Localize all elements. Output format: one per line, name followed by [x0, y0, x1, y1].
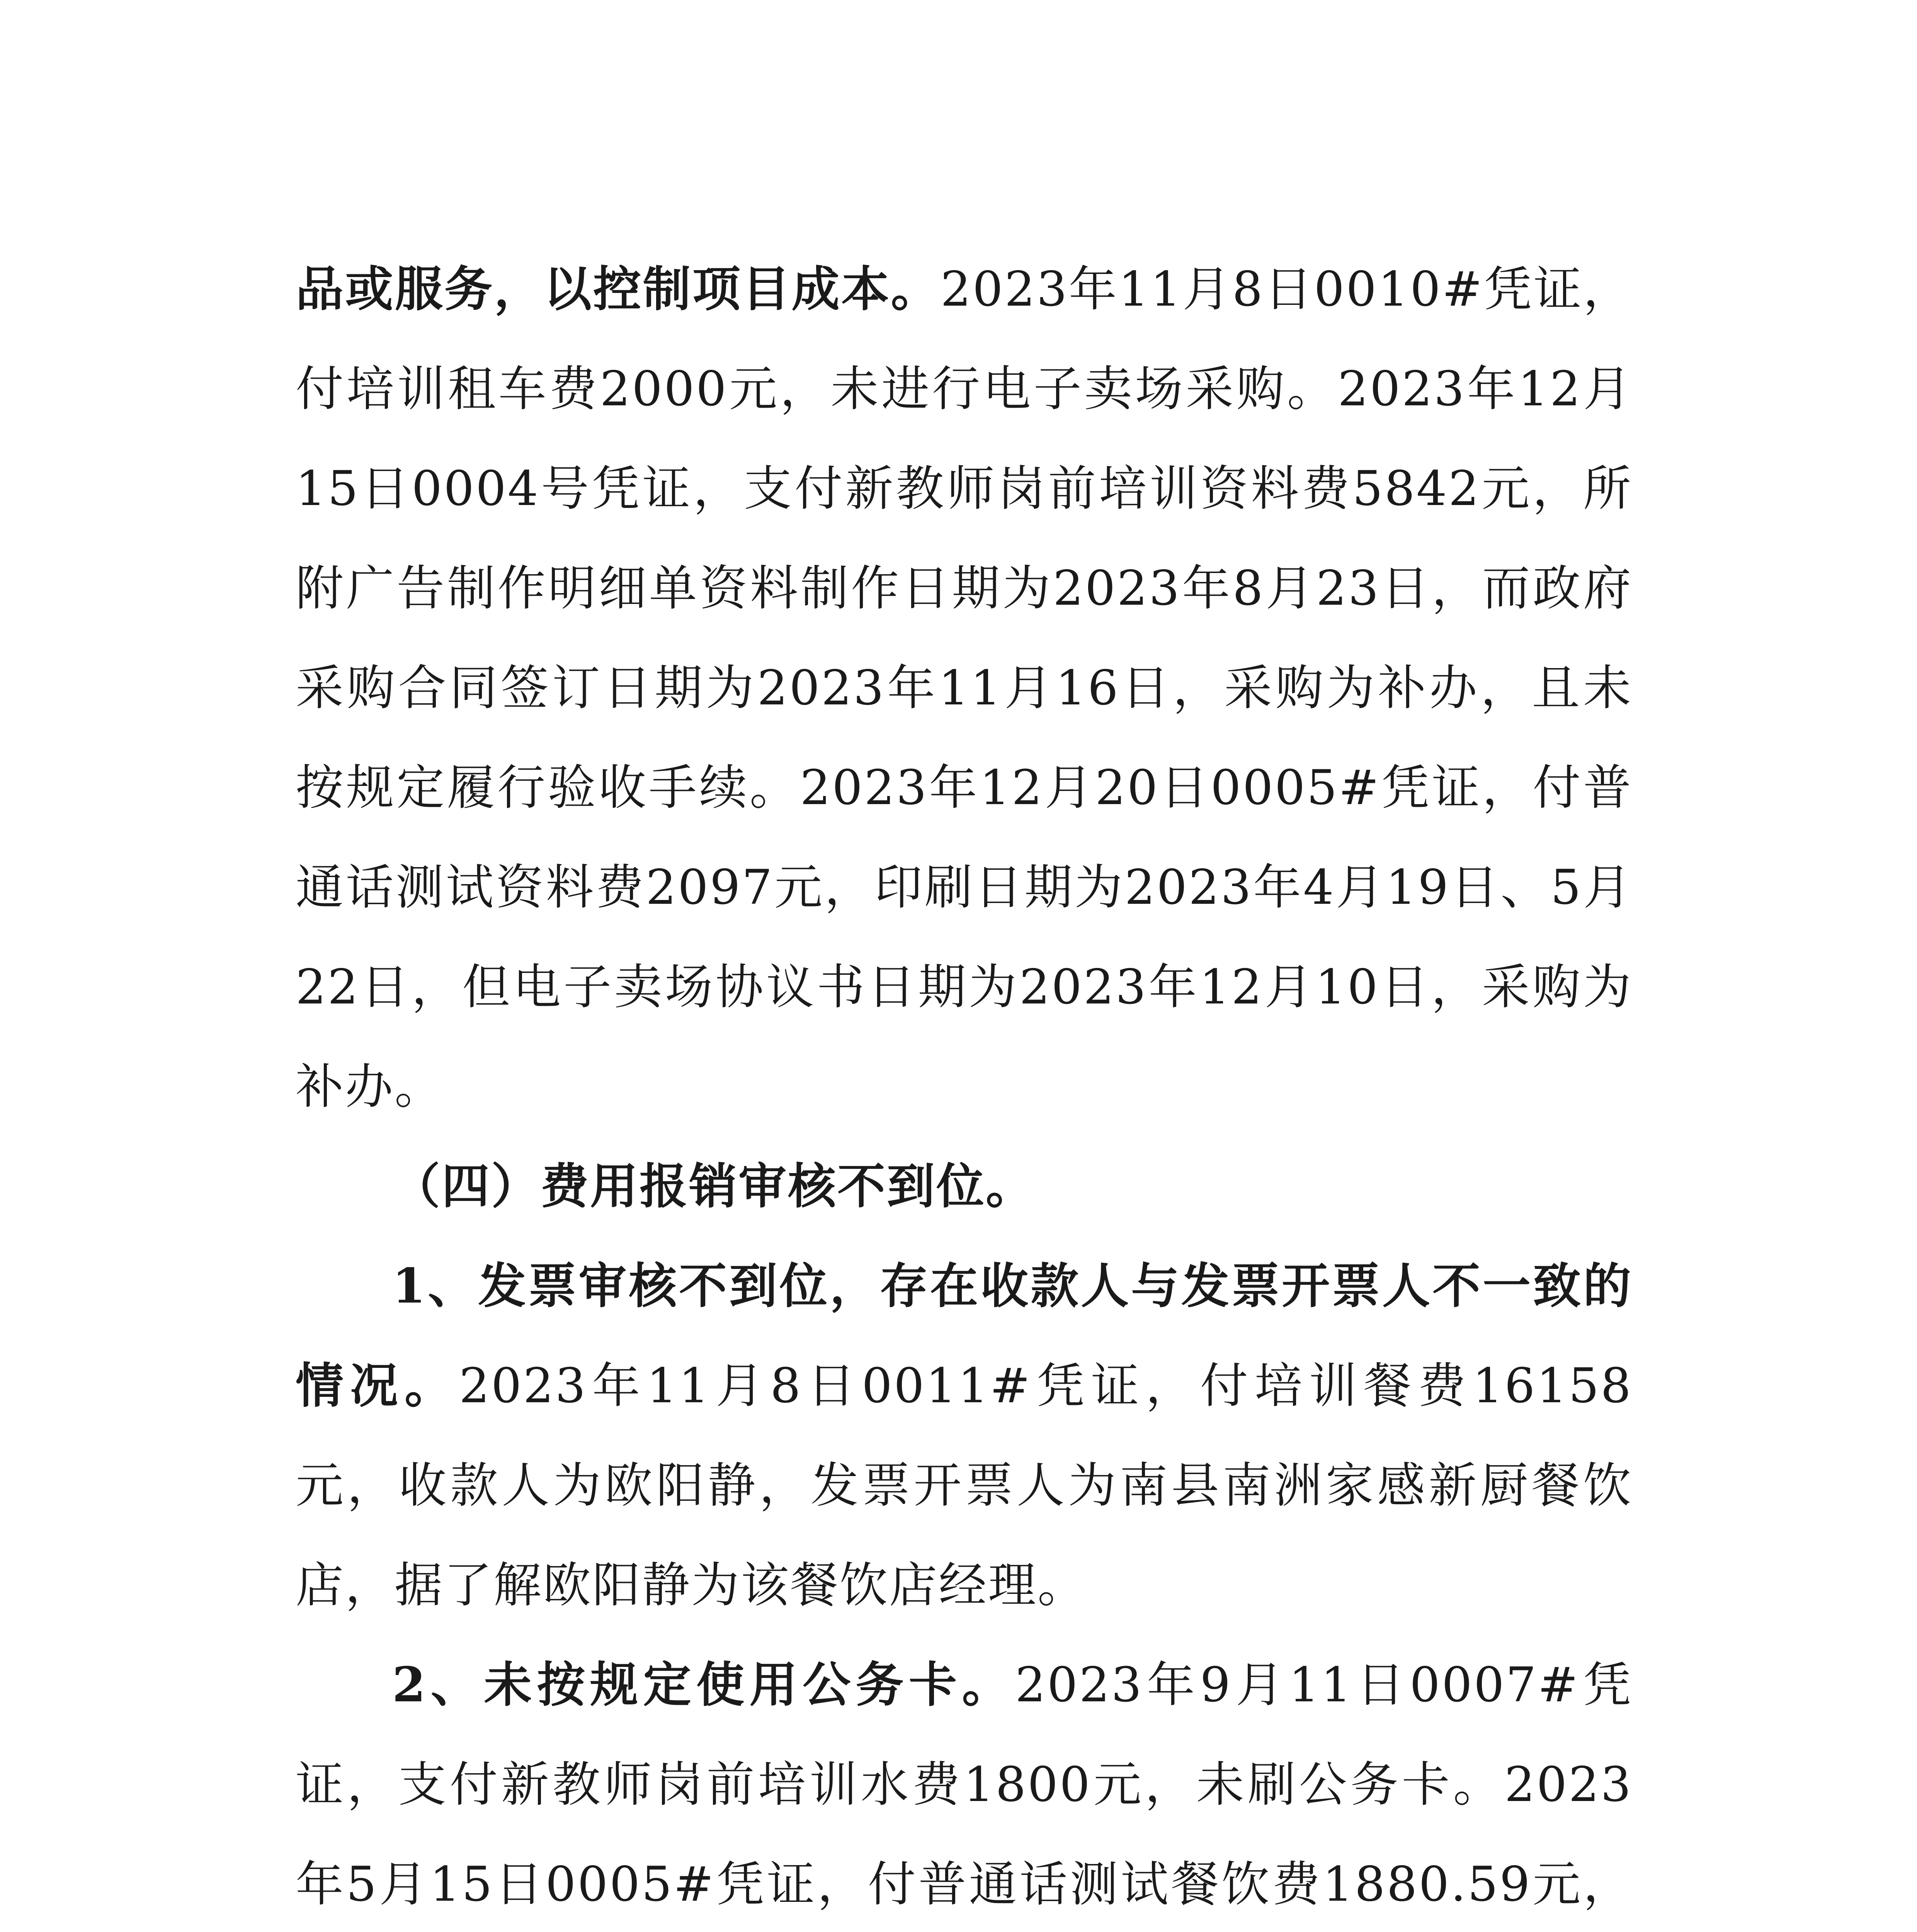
- paragraph-procurement: [296, 240, 1633, 1137]
- document-body: [296, 240, 1633, 1932]
- paragraph-business-card: [296, 1635, 1633, 1932]
- paragraph-text: 2023年11月8日0011#凭证，付培训餐费16158元，收款人为欧阳静，发票开票人为南县南洲家感新厨餐饮店，据了解欧阳静为该餐饮店经理。: [296, 1358, 1633, 1613]
- paragraph-lead: 2、未按规定使用公务卡。: [392, 1657, 1015, 1713]
- paragraph-invoice-review: [296, 1236, 1633, 1635]
- paragraph-lead: 1、发票审核不到位，存在收款人与发票开票人不一致的情况。: [296, 1258, 1633, 1414]
- section-heading-4: （四）费用报销审核不到位。: [392, 1158, 1036, 1214]
- paragraph-text: 2023年9月11日0007#凭证，支付新教师岗前培训水费1800元，未刷公务卡。2023年5月15日0005#凭证，付普通话测试餐饮费1880.59元，: [296, 1657, 1633, 1912]
- paragraph-lead: 品或服务，以控制项目成本。: [296, 261, 941, 317]
- paragraph-text: 2023年11月8日0010#凭证，付培训租车费2000元，未进行电子卖场采购。2023年12月15日0004号凭证，支付新教师岗前培训资料费5842元，所附广告制作明细单资料制作日期为2023年8月23日，而政府采购合同签订日期为2023年11月16日，采购为补办，且未按规定履行验收手续。2023年12月20日0005#凭证，付普通话测试资料费2097元，印刷日期为2023年4月19日、5月22日，但电子卖场协议书日期为2023年12月10日，采购为补办。: [296, 262, 1633, 1115]
